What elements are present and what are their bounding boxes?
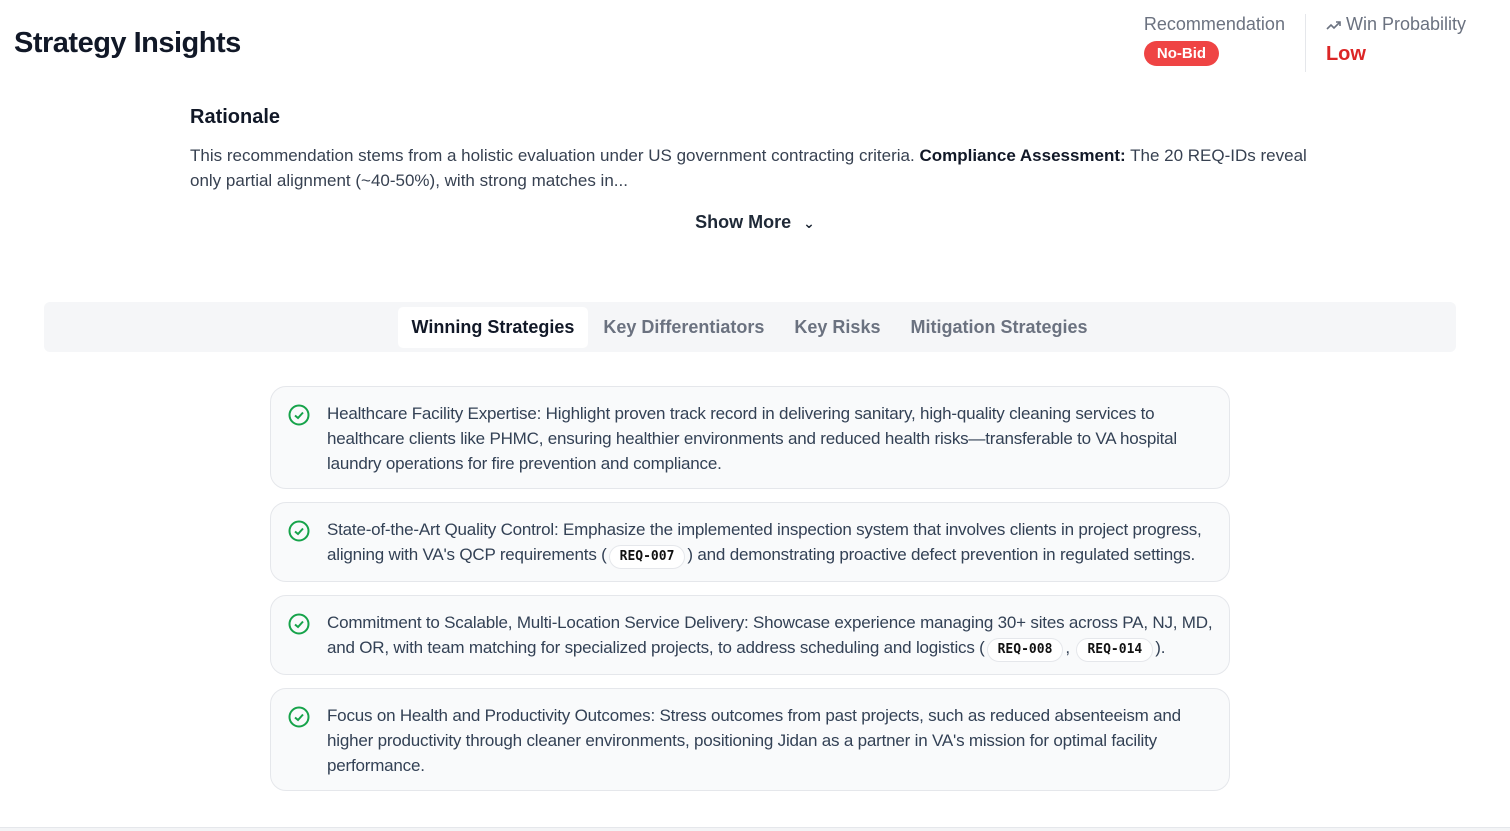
check-circle-icon — [288, 404, 310, 426]
check-circle-icon — [288, 706, 310, 728]
page-title: Strategy Insights — [14, 27, 241, 59]
win-probability-value: Low — [1325, 43, 1366, 65]
win-probability-block — [1306, 14, 1486, 72]
summary-panel — [1144, 14, 1486, 72]
win-probability-header — [1326, 14, 1466, 35]
strategy-text: Focus on Health and Productivity Outcomes: Stress outcomes from past projects, such as reduced absenteeism and higher productivity through cleaner environments, positioning Jidan as a partner in VA's mission for optimal facility performance. — [327, 706, 1181, 775]
strategy-text: Healthcare Facility Expertise: Highlight proven track record in delivering sanitary, high-quality cleaning services to healthcare clients like PHMC, ensuring healthier environments and reduced health risks—transferable to VA hospital laundry operations for fire prevention and compliance. — [327, 404, 1178, 473]
rationale-heading: Rationale — [190, 106, 281, 128]
requirement-chip[interactable]: REQ-008 — [987, 638, 1064, 662]
show-more-button[interactable] — [0, 212, 1510, 233]
strategy-list — [270, 386, 1230, 804]
strategy-text: ) and demonstrating proactive defect prevention in regulated settings. — [687, 545, 1196, 564]
strategy-card — [270, 595, 1230, 675]
rationale-bold-label: Compliance Assessment: — [919, 146, 1126, 165]
strategy-text: ). — [1155, 638, 1166, 657]
rationale-text-intro: This recommendation stems from a holistic evaluation under US government contracting criteria. — [190, 146, 920, 165]
rationale-section — [190, 106, 1320, 193]
tab-winning-strategies[interactable]: Winning Strategies — [398, 307, 589, 348]
check-circle-icon — [288, 520, 310, 542]
strategy-card — [270, 502, 1230, 582]
strategy-tabs — [44, 302, 1456, 352]
recommendation-block — [1144, 14, 1306, 72]
requirement-chip[interactable]: REQ-014 — [1076, 638, 1153, 662]
strategy-text: Commitment to Scalable, Multi-Location Service Delivery: Showcase experience managing 30+ sites across PA, NJ, MD, and OR, with team matching for specialized projects, to address scheduling and logistics ( — [327, 613, 1213, 657]
win-probability-label: Win Probability — [1345, 14, 1466, 34]
chevron-down-icon: ⌄ — [803, 215, 815, 231]
show-more-label: Show More — [695, 212, 792, 232]
requirement-chip[interactable]: REQ-007 — [609, 545, 686, 569]
recommendation-badge: No-Bid — [1144, 41, 1219, 66]
recommendation-label: Recommendation — [1143, 14, 1285, 34]
trending-up-icon — [1326, 19, 1342, 31]
tab-key-differentiators[interactable]: Key Differentiators — [603, 316, 765, 337]
strategy-card — [270, 386, 1230, 489]
rationale-text-rest: The 20 REQ-IDs reveal only partial alignment (~40-50%), with strong matches in... — [190, 146, 1307, 190]
strategy-card — [270, 688, 1230, 791]
horizontal-scrollbar[interactable] — [0, 827, 1510, 831]
strategy-text: State-of-the-Art Quality Control: Emphasize the implemented inspection system that involves clients in project progress, aligning with VA's QCP requirements ( — [327, 520, 1202, 564]
tab-mitigation-strategies[interactable]: Mitigation Strategies — [910, 316, 1088, 337]
check-circle-icon — [288, 613, 310, 635]
rationale-text — [190, 143, 1320, 193]
tab-key-risks[interactable]: Key Risks — [794, 316, 881, 337]
strategy-text: , — [1065, 638, 1075, 657]
